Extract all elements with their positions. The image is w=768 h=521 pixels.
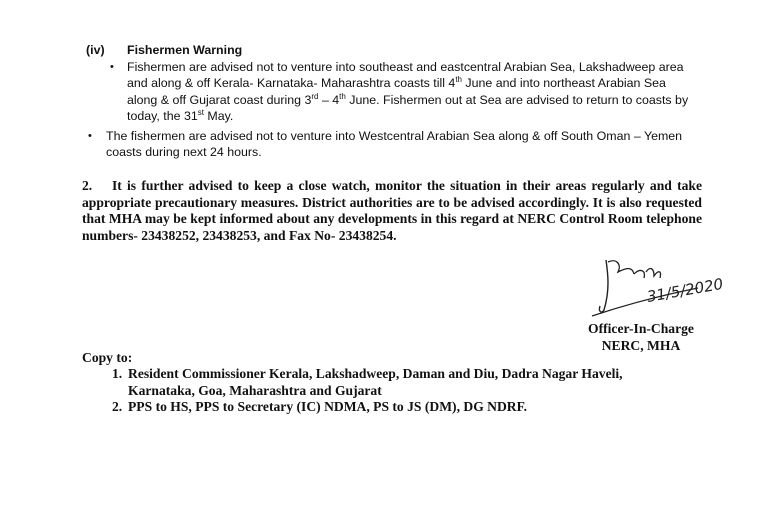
signature-date: 31/5/2020 [645,274,725,306]
section-heading: Fishermen Warning [127,43,243,57]
bullet-1-line-3: along & off Gujarat coast during 3rd – 4th June. Fishermen out at Sea are advised to return to coasts by [127,91,689,107]
handwritten-signature [588,252,738,322]
list-item: 1. Resident Commissioner Kerala, Lakshadweep, Daman and Diu, Dadra Nagar Haveli, Karnataka, Goa, Maharashtra and Gujarat [112,366,623,398]
bullet-icon: • [110,61,114,73]
bullet-text-2 [106,128,706,161]
bullet-text-1 [127,59,707,125]
bullet-icon: • [88,130,92,142]
copy-to-list [112,366,672,416]
copy-to-label: Copy to: [82,350,133,365]
signatory-designation: Officer-In-Charge [588,321,694,336]
section-number: (iv) [86,43,105,57]
signatory-office: NERC, MHA [601,337,681,353]
paragraph-2 [82,178,702,244]
bullet-1-line-2: and along & off Kerala- Karnataka- Maharashtra coasts till 4th June and into northeast Arabian Sea [127,75,666,91]
paragraph-text: It is further advised to keep a close watch, monitor the situation in their areas regularly and take appropriate precautionary measures. District authorities are to be advised accordingly. It is also requested that MHA may be kept informed about any developments in this regard at NERC Control Room telephone numbers- 23438252, 23438253, and Fax No- 23438254. [82,178,702,243]
bullet-2-line-2: coasts during next 24 hours. [106,145,262,160]
signature-block [586,321,696,354]
bullet-2-line-1: The fishermen are advised not to venture into Westcentral Arabian Sea along & off South Oman – Yemen [106,129,683,143]
list-item: 2. PPS to HS, PPS to Secretary (IC) NDMA, PS to JS (DM), DG NDRF. [112,399,528,415]
bullet-1-line-1: Fishermen are advised not to venture into southeast and eastcentral Arabian Sea, Lakshadweep area [127,60,684,74]
bullet-1-line-4: today, the 31st May. [127,108,234,124]
paragraph-number: 2. [82,178,93,193]
